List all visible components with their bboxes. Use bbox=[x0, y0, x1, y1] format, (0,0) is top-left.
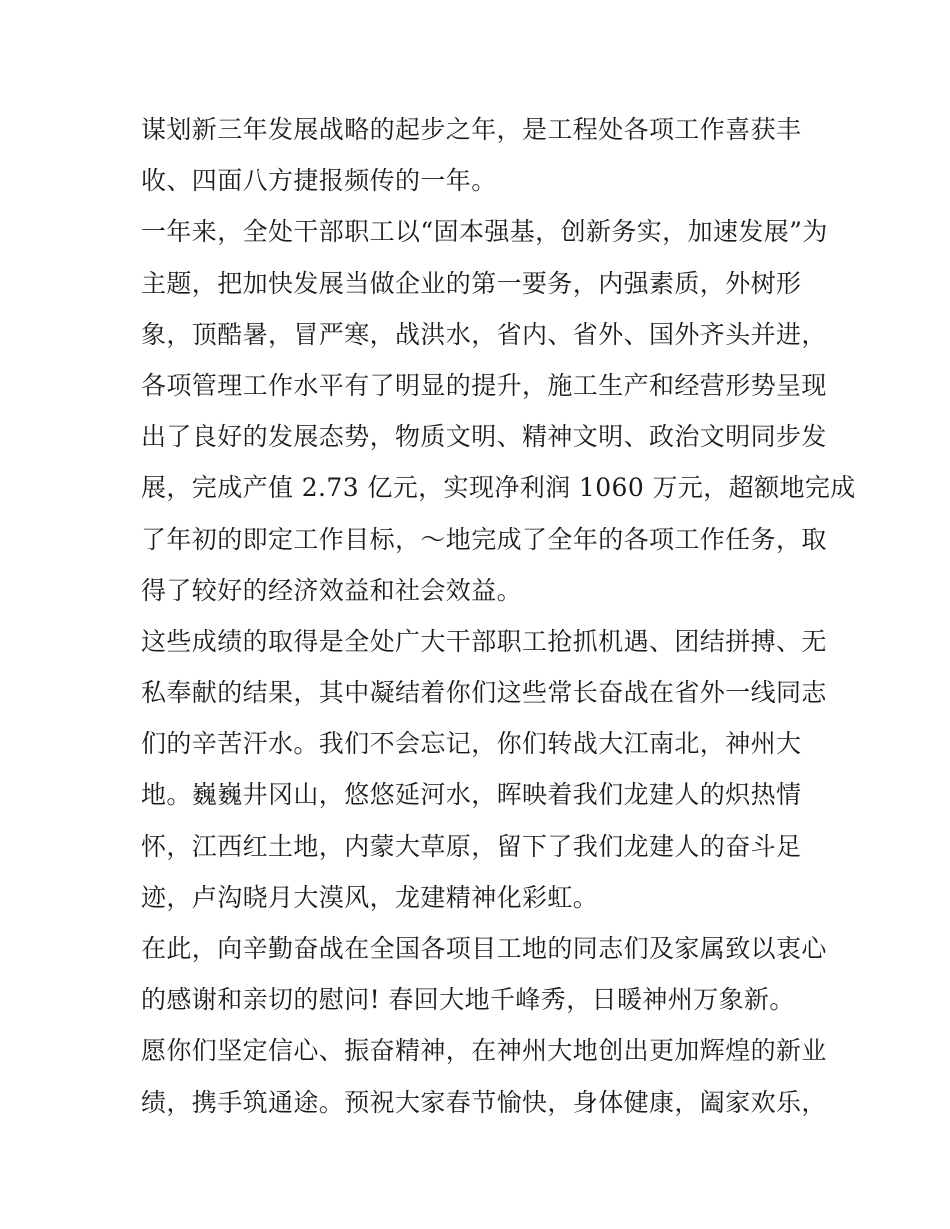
text-line: 私奉献的结果，其中凝结着你们这些常长奋战在省外一线同志 bbox=[141, 678, 827, 708]
text-line: 在此，向辛勤奋战在全国各项目工地的同志们及家属致以衷心 bbox=[141, 934, 827, 963]
text-line: 得了较好的经济效益和社会效益。 bbox=[141, 575, 523, 605]
text-line: 的感谢和亲切的慰问! 春回大地千峰秀，日暖神州万象新。 bbox=[141, 985, 795, 1015]
text-line: 收、四面八方捷报频传的一年。 bbox=[141, 166, 497, 196]
text-line: 了年初的即定工作目标，～地完成了全年的各项工作任务，取 bbox=[141, 524, 827, 554]
text-line: 怀，江西红土地，内蒙大草原，留下了我们龙建人的奋斗足 bbox=[141, 831, 802, 861]
text-line: 这些成绩的取得是全处广大干部职工抢抓机遇、团结拼搏、无 bbox=[141, 626, 827, 656]
body-text bbox=[141, 104, 856, 1128]
text-line: 谋划新三年发展战略的起步之年，是工程处各项工作喜获丰 bbox=[141, 115, 802, 144]
text-line: 展，完成产值 2.73 亿元，实现净利润 1060 万元，超额地完成 bbox=[141, 473, 856, 503]
text-line: 绩，携手筑通途。预祝大家春节愉快，身体健康，阖家欢乐， bbox=[141, 1087, 827, 1117]
text-line: 各项管理工作水平有了明显的提升，施工生产和经营形势呈现 bbox=[141, 370, 827, 400]
text-line: 愿你们坚定信心、振奋精神，在神州大地创出更加辉煌的新业 bbox=[141, 1036, 827, 1066]
text-line: 一年来，全处干部职工以“固本强基，创新务实，加速发展”为 bbox=[141, 217, 828, 247]
text-line: 们的辛苦汗水。我们不会忘记，你们转战大江南北，神州大 bbox=[141, 729, 802, 759]
text-line: 象，顶酷暑，冒严寒，战洪水，省内、省外、国外齐头并进， bbox=[141, 319, 827, 349]
text-line: 主题，把加快发展当做企业的第一要务，内强素质，外树形 bbox=[141, 268, 802, 298]
text-line: 迹，卢沟晓月大漠风，龙建精神化彩虹。 bbox=[141, 882, 599, 912]
text-line: 出了良好的发展态势，物质文明、精神文明、政治文明同步发 bbox=[141, 422, 827, 452]
text-line: 地。巍巍井冈山，悠悠延河水，晖映着我们龙建人的炽热情 bbox=[141, 780, 802, 810]
